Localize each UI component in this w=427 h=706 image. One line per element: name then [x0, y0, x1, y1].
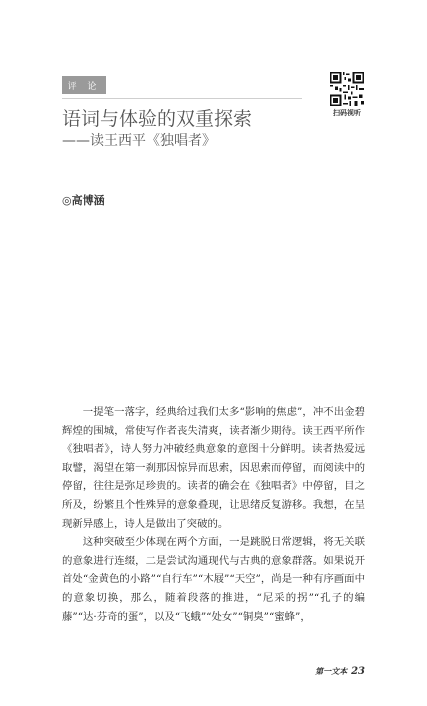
body-paragraph: 这种突破至少体现在两个方面，一是跳脱日常逻辑，将无关联的意象进行连缀，二是尝试沟通现代与古典的意象群落。如果说开首处“金黄色的小路”“自行车”“木屐”“天空”，尚是一种有序画面中的意象切换，那么，随着段落的推进，“尼采的拐”“孔子的编藤”“达·芬奇的蛋”，以及“飞蛾”“处女”“铜臭”“蜜蜂”，	[62, 536, 365, 623]
article-body	[62, 403, 365, 626]
qr-caption: 扫码视听	[333, 109, 361, 117]
section-divider	[62, 98, 302, 99]
qr-code-icon[interactable]	[330, 72, 364, 106]
author-byline: ◎高博涵	[62, 194, 105, 207]
page-footer	[315, 666, 365, 677]
magazine-name: 第一文本	[315, 666, 348, 676]
article-subtitle: ——读王西平《独唱者》	[62, 133, 216, 149]
article-title: 语词与体验的双重探索	[62, 108, 253, 130]
section-tag: 评 论	[62, 76, 106, 94]
body-paragraph: 一提笔一落字，经典给过我们太多“影响的焦虑”，冲不出金碧辉煌的围城，常使写作者丧失清爽，读者渐少期待。读王西平所作《独唱者》，诗人努力冲破经典意象的意图十分鲜明。读者热爱远取譬，渴望在第一刹那因惊异而思索，因思索而停留，而阅读中的停留，往往是弥足珍贵的。读者的确会在《独唱者》中停留，目之所及，纷繁且个性殊异的意象叠现，让思绪反复游移。我想，在呈现新异感上，诗人是做出了突破的。	[62, 406, 365, 530]
page-number: 23	[351, 666, 365, 677]
